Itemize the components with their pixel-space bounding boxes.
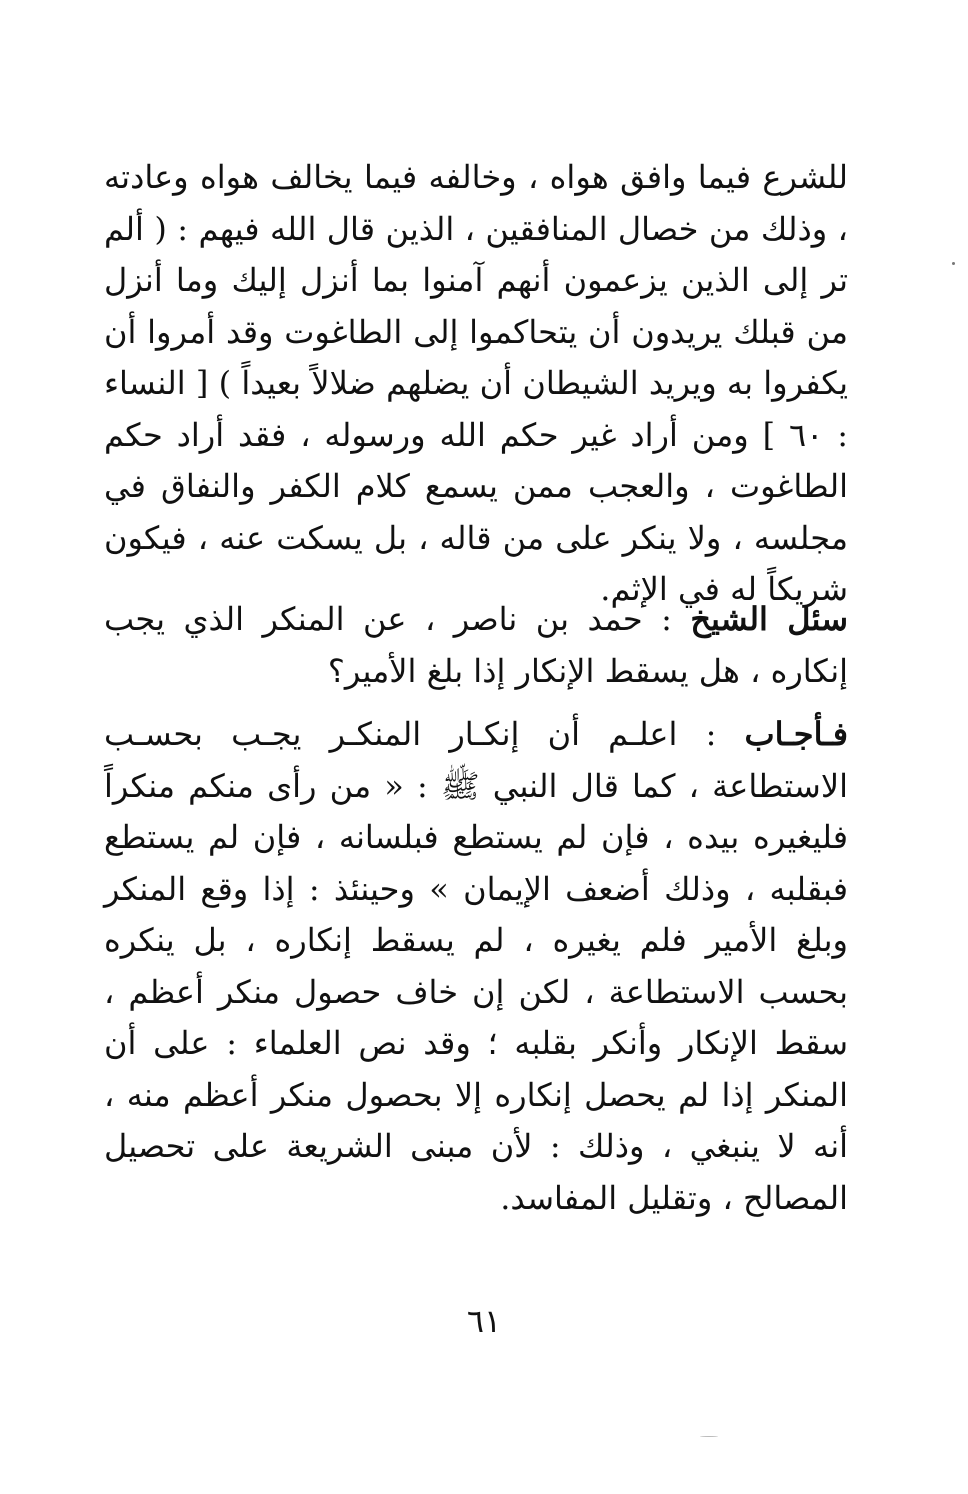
paragraph-3 xyxy=(104,709,848,1224)
paragraph-3-lead: فـأجـاب xyxy=(744,715,848,753)
paragraph-3-text: : اعلـم أن إنكـار المنكـر يجـب بحسـب الاستطاعة ، كما قال النبي ﷺ : « من رأى منكم منكراً فليغيره بيده ، فإن لم يستطع فبلسانه ، فإن لم يستطع فبقلبه ، وذلك أضعف الإيمان » وحينئذ : إذا وقع المنكر وبلغ الأمير فلم يغيره ، لم يسقط إنكاره ، بل ينكره بحسب الاستطاعة ، لكن إن خاف حصول منكر أعظم ، سقط الإنكار وأنكر بقلبه ؛ وقد نص العلماء : على أن المنكر إذا لم يحصل إنكاره إلا بحصول منكر أعظم منه ، أنه لا ينبغي ، وذلك : لأن مبنى الشريعة على تحصيل المصالح ، وتقليل المفاسد. xyxy=(104,715,849,1217)
paragraph-2-lead: سئل الشيخ xyxy=(690,600,848,638)
paragraph-2 xyxy=(104,594,848,697)
paragraph-2-text: : حمد بن ناصر ، عن المنكر الذي يجب إنكاره ، هل يسقط الإنكار إذا بلغ الأمير؟ xyxy=(104,600,848,690)
paragraph-1: للشرع فيما وافق هواه ، وخالفه فيما يخالف هواه وعادته ، وذلك من خصال المنافقين ، الذين قال الله فيهم : ( ألم تر إلى الذين يزعمون أنهم آمنوا بما أنزل إليك وما أنزل من قبلك يريدون أن يتحاكموا إلى الطاغوت وقد أمروا أن يكفروا به ويريد الشيطان أن يضلهم ضلالاً بعيداً ) [ النساء : ٦٠ ] ومن أراد غير حكم الله ورسوله ، فقد أراد حكم الطاغوت ، والعجب ممن يسمع كلام الكفر والنفاق في مجلسه ، ولا ينكر على من قاله ، بل يسكت عنه ، فيكون شريكاً له في الإثم. xyxy=(104,158,849,608)
scan-speck xyxy=(700,1436,718,1437)
scan-speck xyxy=(952,262,955,265)
page-number: ٦١ xyxy=(466,1302,502,1340)
